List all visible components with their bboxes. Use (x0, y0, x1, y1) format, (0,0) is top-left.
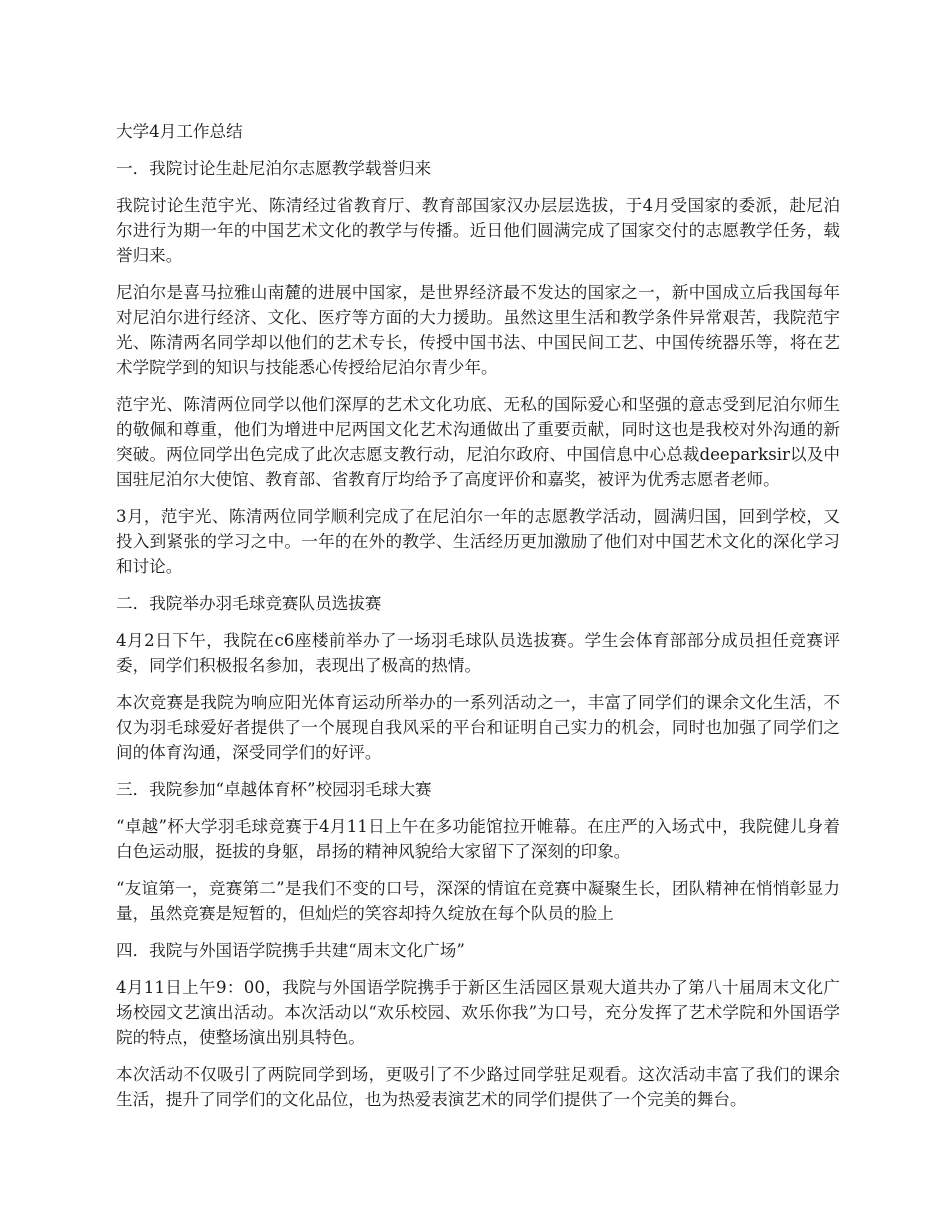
document-body (116, 119, 840, 1124)
paragraph: “友谊第一，竞赛第二”是我们不变的口号，深深的情谊在竞赛中凝聚生长，团队精神在悄悄彰显力量，虽然竞赛是短暂的，但灿烂的笑容却持久绽放在每个队员的脸上 (116, 879, 840, 923)
section-heading-4: 四．我院与外国语学院携手共建“周末文化广场” (116, 941, 465, 960)
paragraph: 3月，范宇光、陈清两位同学顺利完成了在尼泊尔一年的志愿教学活动，圆满归国，回到学校，又投入到紧张的学习之中。一年的在外的教学、生活经历更加激励了他们对中国艺术文化的深化学习和讨论。 (116, 507, 840, 576)
section-heading-3: 三．我院参加“卓越体育杯”校园羽毛球大赛 (116, 780, 432, 799)
section-heading-1: 一．我院讨论生赴尼泊尔志愿教学载誉归来 (116, 159, 432, 178)
document-title: 大学4月工作总结 (116, 122, 243, 141)
paragraph: 4月11日上午9：00，我院与外国语学院携手于新区生活园区景观大道共办了第八十届周末文化广场校园文艺演出活动。本次活动以“欢乐校园、欢乐你我”为口号，充分发挥了艺术学院和外国语学院的特点，使整场演出别具特色。 (116, 978, 840, 1047)
paragraph: 本次竞赛是我院为响应阳光体育运动所举办的一系列活动之一，丰富了同学们的课余文化生活，不仅为羽毛球爱好者提供了一个展现自我风采的平台和证明自己实力的机会，同时也加强了同学们之间的体育沟通，深受同学们的好评。 (116, 693, 840, 762)
paragraph: 尼泊尔是喜马拉雅山南麓的进展中国家，是世界经济最不发达的国家之一，新中国成立后我国每年对尼泊尔进行经济、文化、医疗等方面的大力援助。虽然这里生活和教学条件异常艰苦，我院范宇光、陈清两名同学却以他们的艺术专长，传授中国书法、中国民间工艺、中国传统器乐等，将在艺术学院学到的知识与技能悉心传授给尼泊尔青少年。 (116, 283, 840, 377)
paragraph: 4月2日下午，我院在c6座楼前举办了一场羽毛球队员选拔赛。学生会体育部部分成员担任竞赛评委，同学们积极报名参加，表现出了极高的热情。 (116, 631, 840, 675)
paragraph: “卓越”杯大学羽毛球竞赛于4月11日上午在多功能馆拉开帷幕。在庄严的入场式中，我院健儿身着白色运动服，挺拔的身躯，昂扬的精神风貌给大家留下了深刻的印象。 (116, 817, 840, 861)
paragraph: 本次活动不仅吸引了两院同学到场，更吸引了不少路过同学驻足观看。这次活动丰富了我们的课余生活，提升了同学们的文化品位，也为热爱表演艺术的同学们提供了一个完美的舞台。 (116, 1065, 840, 1109)
paragraph: 范宇光、陈清两位同学以他们深厚的艺术文化功底、无私的国际爱心和坚强的意志受到尼泊尔师生的敬佩和尊重，他们为增进中尼两国文化艺术沟通做出了重要贡献，同时这也是我校对外沟通的新突破。两位同学出色完成了此次志愿支教行动，尼泊尔政府、中国信息中心总裁deeparksir以及中国驻尼泊尔大使馆、教育部、省教育厅均给予了高度评价和嘉奖，被评为优秀志愿者老师。 (116, 395, 840, 489)
paragraph: 我院讨论生范宇光、陈清经过省教育厅、教育部国家汉办层层选拔，于4月受国家的委派，赴尼泊尔进行为期一年的中国艺术文化的教学与传播。近日他们圆满完成了国家交付的志愿教学任务，载誉归来。 (116, 196, 840, 265)
section-heading-2: 二．我院举办羽毛球竞赛队员选拔赛 (116, 594, 382, 613)
